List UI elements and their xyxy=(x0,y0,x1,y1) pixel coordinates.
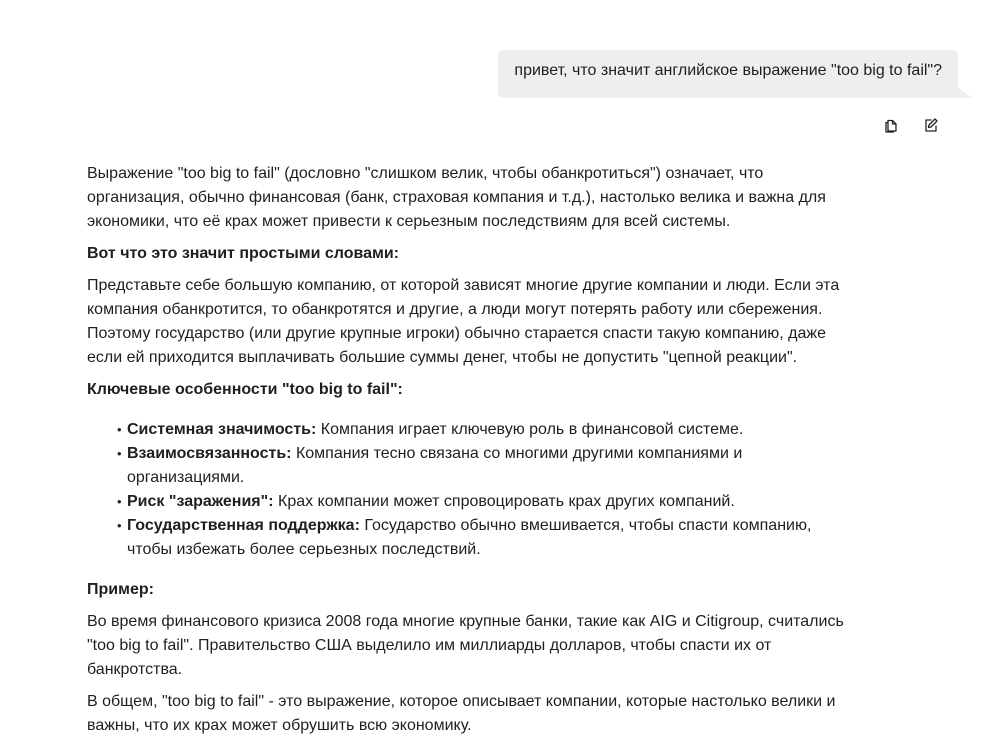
conclusion-paragraph: В общем, "too big to fail" - это выражение, которое описывает компании, которые настолько велики и важны, что их крах может обрушить всю экономику. xyxy=(87,693,836,734)
feature-term: Взаимосвязанность: xyxy=(127,445,292,462)
feature-text: Государство обычно вмешивается, чтобы спасти компанию, чтобы избежать более серьезных последствий. xyxy=(127,517,812,558)
list-item xyxy=(127,514,857,562)
example-heading: Пример: xyxy=(87,581,154,598)
feature-text: Крах компании может спровоцировать крах других компаний. xyxy=(273,493,735,510)
feature-text: Компания тесно связана со многими другими компаниями и организациями. xyxy=(127,445,743,486)
copy-button[interactable] xyxy=(882,116,900,134)
feature-term: Государственная поддержка: xyxy=(127,517,360,534)
list-item xyxy=(127,418,857,442)
user-message-bubble: привет, что значит английское выражение "too big to fail"? xyxy=(498,50,958,98)
example-paragraph: Во время финансового кризиса 2008 года многие крупные банки, такие как AIG и Citigroup, считались "too big to fail". Правительство США выделило им миллиарды долларов, чтобы спасти их от банкротства. xyxy=(87,613,844,678)
feature-term: Системная значимость: xyxy=(127,421,317,438)
intro-paragraph: Выражение "too big to fail" (дословно "слишком велик, чтобы обанкротиться") означает, что организация, обычно финансовая (банк, страховая компания и т.д.), настолько велика и важна для экономики, что её крах может привести к серьезным последствиям для всей системы. xyxy=(87,165,826,230)
assistant-message xyxy=(87,162,857,746)
edit-button[interactable] xyxy=(922,116,940,134)
simple-heading: Вот что это значит простыми словами: xyxy=(87,245,399,262)
features-list xyxy=(87,418,857,562)
features-heading: Ключевые особенности "too big to fail": xyxy=(87,381,403,398)
simple-paragraph: Представьте себе большую компанию, от которой зависят многие другие компании и люди. Если эта компания обанкротится, то обанкротятся и другие, а люди могут потерять работу или сбережения. Поэтому государство (или другие крупные игроки) обычно старается спасти такую компанию, даже если ей приходится выплачивать большие суммы денег, чтобы не допустить "цепной реакции". xyxy=(87,277,840,366)
feature-term: Риск "заражения": xyxy=(127,493,274,510)
list-item xyxy=(127,442,857,490)
user-message xyxy=(498,50,958,98)
list-item xyxy=(127,490,857,514)
edit-icon xyxy=(923,117,939,133)
copy-icon xyxy=(883,117,899,133)
feature-text: Компания играет ключевую роль в финансовой системе. xyxy=(316,421,744,438)
user-message-actions xyxy=(882,116,940,134)
